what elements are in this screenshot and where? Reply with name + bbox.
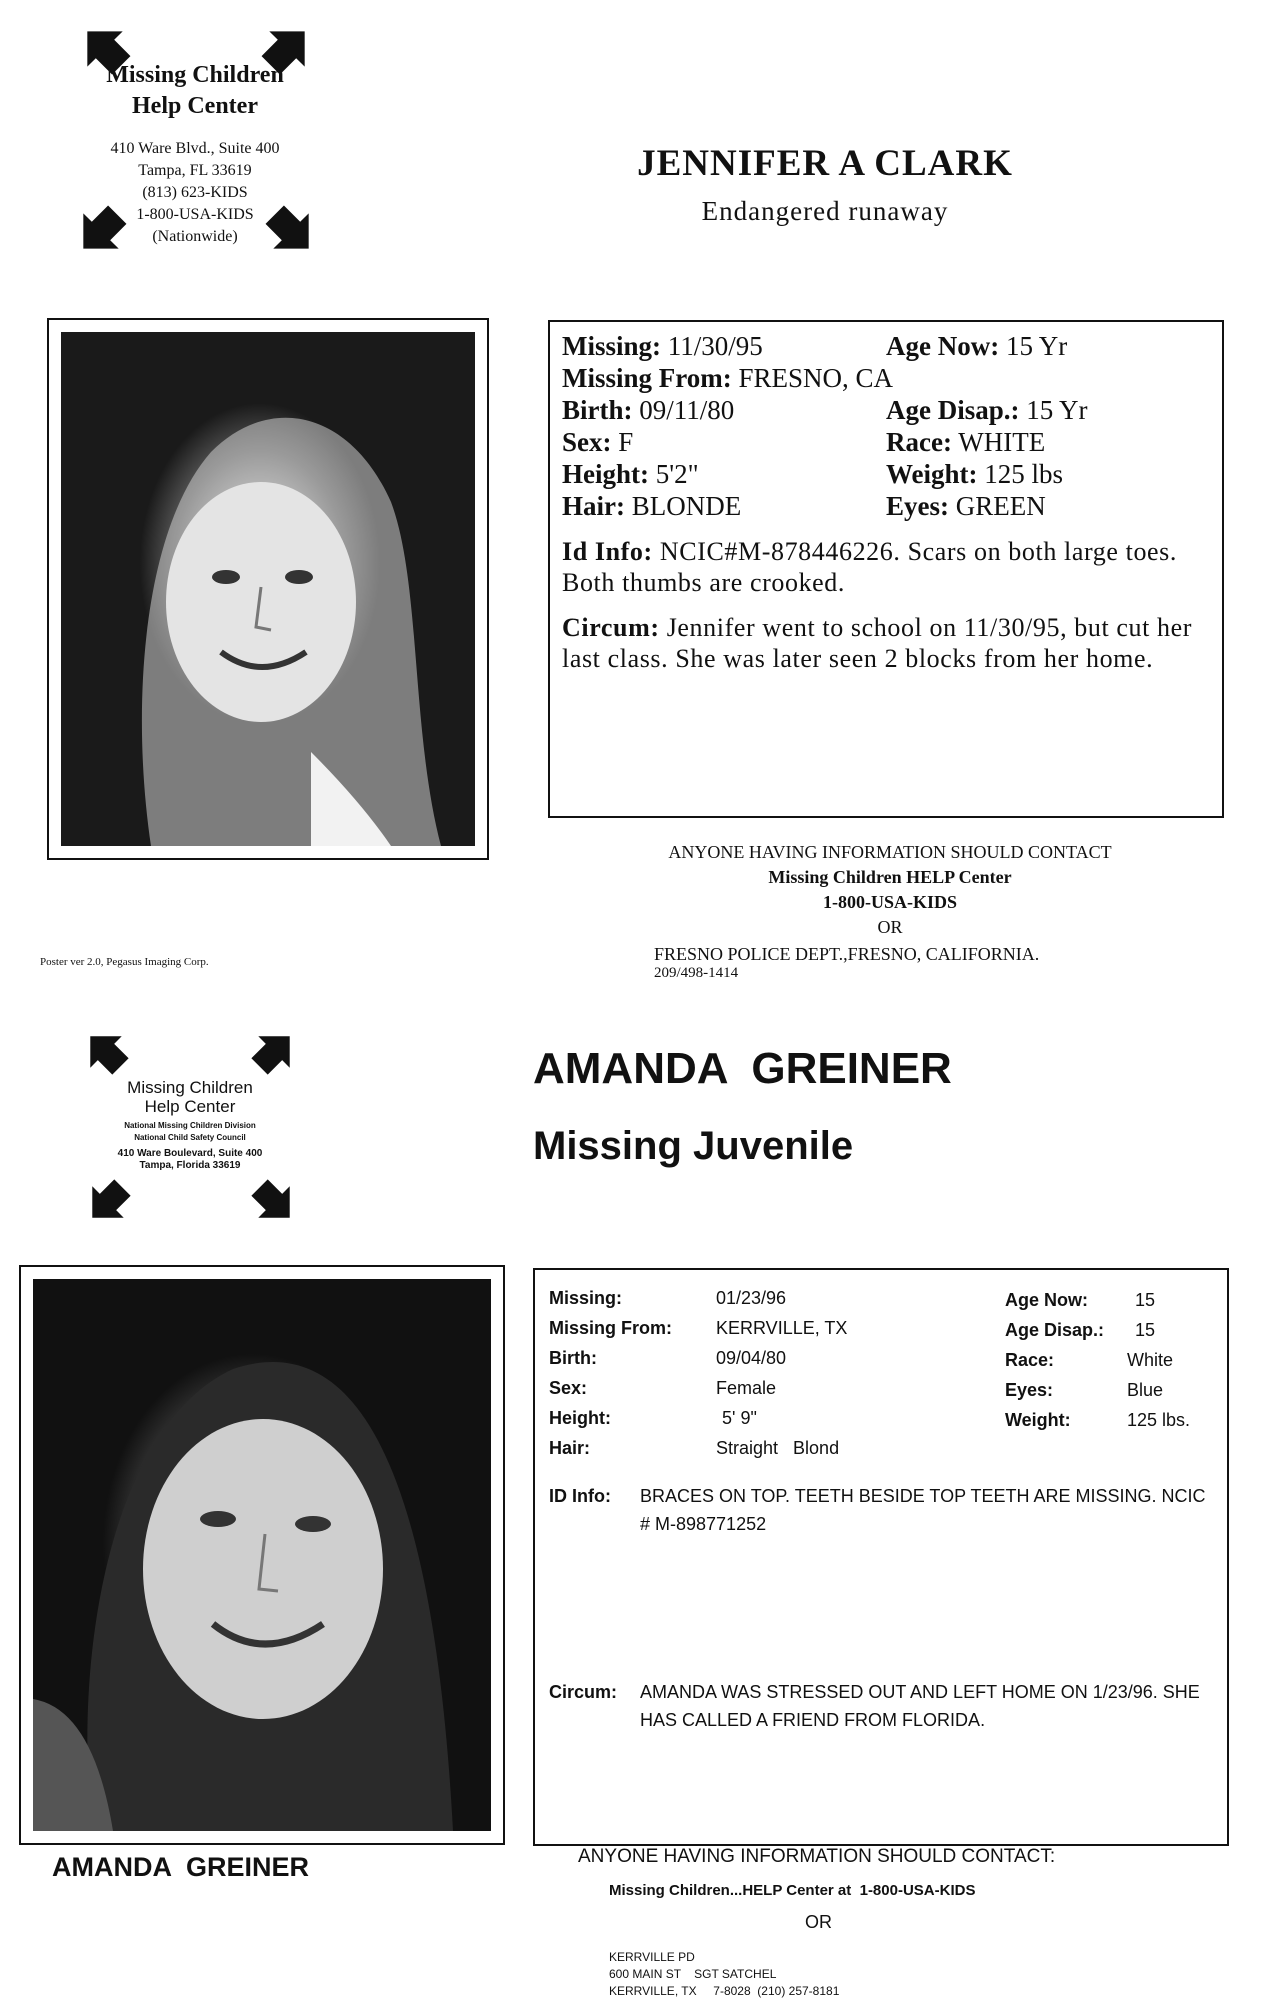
org-line5: 410 Ware Boulevard, Suite 400: [117, 1148, 263, 1159]
missing-from-label: Missing From:: [549, 1318, 673, 1338]
eyes-value: GREEN: [955, 491, 1046, 521]
age-disap-value: 15: [1135, 1320, 1156, 1340]
age-now-label: Age Now:: [1005, 1290, 1088, 1310]
photo-frame: [19, 1265, 505, 1845]
photo-caption: AMANDA GREINER: [52, 1852, 310, 1882]
birth-value: 09/04/80: [716, 1348, 787, 1368]
age-disap-label: Age Disap.:: [886, 395, 1020, 425]
height-value: 5' 9": [722, 1408, 757, 1428]
contact-line4: KERRVILLE PD: [609, 1950, 695, 1964]
circum-label: Circum:: [562, 613, 660, 642]
contact-line2: Missing Children HELP Center: [768, 867, 1012, 887]
race-value: WHITE: [958, 427, 1046, 457]
age-disap-label: Age Disap.:: [1005, 1320, 1105, 1340]
missing-person-photo: [33, 1279, 491, 1831]
corner-arrow-icon: [82, 1028, 130, 1076]
weight-label: Weight:: [886, 459, 978, 489]
sex-label: Sex:: [562, 427, 612, 457]
missing-from-value: KERRVILLE, TX: [716, 1318, 848, 1338]
missing-from-label: Missing From:: [562, 363, 732, 393]
corner-arrow-icon: [250, 1028, 298, 1076]
org-line3: National Missing Children Division: [124, 1121, 256, 1130]
circum-value: AMANDA WAS STRESSED OUT AND LEFT HOME ON 1/23/96. SHE HAS CALLED A FRIEND FROM FLORIDA.: [640, 1682, 1200, 1730]
org-logo-block: [82, 1028, 298, 1228]
eyes-value: Blue: [1127, 1380, 1164, 1400]
contact-line4: OR: [877, 917, 903, 937]
contact-line1: ANYONE HAVING INFORMATION SHOULD CONTACT:: [578, 1846, 1056, 1867]
hair-value: Straight Blond: [716, 1438, 840, 1458]
org-name-line1: Missing Children: [106, 62, 284, 88]
missing-value: 11/30/95: [667, 331, 763, 361]
eyes-label: Eyes:: [886, 491, 949, 521]
missing-label: Missing:: [549, 1288, 623, 1308]
org-phone1: (813) 623-KIDS: [142, 184, 248, 201]
org-phone2: 1-800-USA-KIDS: [136, 206, 254, 223]
weight-value: 125 lbs.: [1127, 1410, 1191, 1430]
missing-person-name: AMANDA GREINER: [533, 1044, 952, 1093]
missing-person-photo: [61, 332, 475, 846]
missing-from-value: FRESNO, CA: [738, 363, 894, 393]
sex-value: F: [618, 427, 634, 457]
birth-label: Birth:: [562, 395, 633, 425]
missing-label: Missing:: [562, 331, 662, 361]
id-info-value: NCIC#M-878446226. Scars on both large toes. Both thumbs are crooked.: [562, 537, 1177, 597]
org-phone2-note: (Nationwide): [152, 228, 238, 245]
contact-line3: 1-800-USA-KIDS: [822, 892, 957, 912]
org-name-line2: Help Center: [144, 1097, 236, 1116]
org-address1: 410 Ware Blvd., Suite 400: [110, 140, 280, 157]
age-disap-value: 15 Yr: [1026, 395, 1088, 425]
missing-person-status: Endangered runaway: [701, 196, 949, 226]
weight-value: 125 lbs: [984, 459, 1064, 489]
org-name-line2: Help Center: [132, 93, 258, 119]
sex-value: Female: [716, 1378, 777, 1398]
contact-line2: Missing Children...HELP Center at 1-800-USA-KIDS: [609, 1882, 976, 1899]
contact-line3: OR: [805, 1912, 832, 1932]
org-logo-block: [70, 18, 320, 258]
contact-line5: 600 MAIN ST SGT SATCHEL: [609, 1967, 777, 1981]
age-now-label: Age Now:: [886, 331, 1000, 361]
birth-label: Birth:: [549, 1348, 597, 1368]
race-value: White: [1127, 1350, 1174, 1370]
corner-arrow-icon: [250, 1178, 298, 1226]
height-label: Height:: [549, 1408, 611, 1428]
missing-value: 01/23/96: [716, 1288, 787, 1308]
photo-frame: [47, 318, 489, 860]
contact-block: [560, 840, 1220, 940]
contact-line6: KERRVILLE, TX 7-8028 (210) 257-8181: [609, 1984, 840, 1998]
contact-agency: FRESNO POLICE DEPT.,FRESNO, CALIFORNIA.: [654, 944, 1040, 964]
missing-person-status: Missing Juvenile: [533, 1124, 854, 1168]
age-now-value: 15 Yr: [1005, 331, 1068, 361]
info-box: [533, 1268, 1229, 1846]
org-address2: Tampa, FL 33619: [138, 162, 252, 179]
weight-label: Weight:: [1005, 1410, 1071, 1430]
org-line6: Tampa, Florida 33619: [139, 1160, 241, 1171]
race-label: Race:: [886, 427, 952, 457]
sex-label: Sex:: [549, 1378, 588, 1398]
hair-value: BLONDE: [631, 491, 742, 521]
circum-label: Circum:: [549, 1682, 618, 1702]
corner-arrow-icon: [84, 1178, 132, 1226]
age-now-value: 15: [1135, 1290, 1156, 1310]
org-line4: National Child Safety Council: [134, 1133, 246, 1142]
id-info-label: Id Info:: [562, 537, 653, 566]
footer-credit: Poster ver 2.0, Pegasus Imaging Corp.: [40, 956, 209, 968]
birth-value: 09/11/80: [639, 395, 735, 425]
race-label: Race:: [1005, 1350, 1055, 1370]
hair-label: Hair:: [549, 1438, 591, 1458]
eyes-label: Eyes:: [1005, 1380, 1054, 1400]
missing-person-name: JENNIFER A CLARK: [637, 143, 1013, 184]
circum-value: Jennifer went to school on 11/30/95, but cut her last class. She was later seen 2 blocks from her home.: [562, 613, 1193, 673]
org-name-line1: Missing Children: [127, 1078, 253, 1097]
contact-agency-phone: 209/498-1414: [654, 965, 739, 981]
height-value: 5'2": [655, 459, 699, 489]
info-box: [548, 320, 1224, 818]
id-info-label: ID Info:: [549, 1486, 611, 1506]
contact-line1: ANYONE HAVING INFORMATION SHOULD CONTACT: [668, 842, 1112, 862]
id-info-value: BRACES ON TOP. TEETH BESIDE TOP TEETH ARE MISSING. NCIC # M-898771252: [640, 1486, 1206, 1534]
hair-label: Hair:: [562, 491, 625, 521]
height-label: Height:: [562, 459, 649, 489]
